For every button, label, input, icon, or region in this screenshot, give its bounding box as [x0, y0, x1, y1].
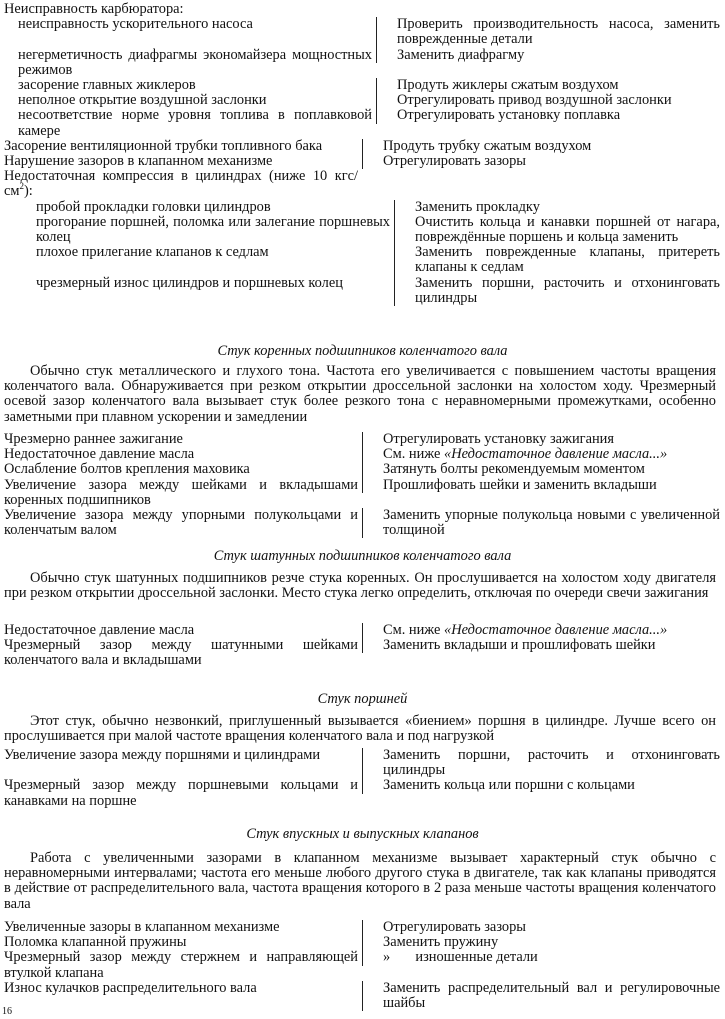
table-row: [4, 78, 720, 93]
superscript: 2: [19, 181, 24, 192]
cause-cell: неполное открытие воздушной заслонки: [18, 92, 267, 109]
remedy-prefix: См. ниже: [383, 622, 445, 638]
cause-cell: засорение главных жиклеров: [18, 77, 196, 94]
cause-cell: Износ кулачков распределительного вала: [4, 979, 257, 996]
table-row: [4, 623, 720, 638]
table-row: [4, 638, 720, 668]
cause-cell: Увеличенные зазоры в клапанном механизме: [4, 919, 280, 935]
cause-cell: Засорение вентиляционной трубки топливного бака: [4, 137, 323, 154]
table-row: [4, 245, 720, 275]
pistons-table: [4, 748, 720, 809]
rod-bearings-table: [4, 623, 720, 669]
table-row: [4, 950, 720, 980]
table-row: [4, 200, 720, 215]
cross-reference-link[interactable]: «Недостаточное давление масла...»: [444, 446, 668, 463]
remedy-prefix: См. ниже: [383, 446, 445, 463]
section-title: Стук шатунных подшипников коленчатого вала: [213, 548, 512, 564]
remedy-cell: Затянуть болты рекомендуемым моментом: [362, 462, 720, 477]
table-row: [4, 169, 720, 199]
cause-cell: Чрезмерный зазор между шатунными шейками коленчатого вала и вкладышами: [4, 637, 358, 669]
main-bearings-table: [4, 432, 720, 538]
remedy-cell: Отрегулировать зазоры: [362, 154, 720, 169]
remedy-cell: Заменить распределительный вал и регулировочные шайбы: [362, 981, 720, 1011]
cause-cell: Ослабление болтов крепления маховика: [4, 461, 250, 478]
table-row: [4, 920, 720, 935]
table-row: [4, 108, 720, 138]
cause-cell: плохое прилегание клапанов к седлам: [36, 244, 269, 261]
section-title: Стук коренных подшипников коленчатого вала: [217, 343, 508, 359]
cause-text-tail: ):: [24, 183, 33, 200]
remedy-cell: Заменить диафрагму: [376, 48, 720, 63]
cause-cell: Чрезмерно раннее зажигание: [4, 431, 183, 447]
table-row: [4, 276, 720, 306]
table-row: [4, 93, 720, 108]
cause-cell: Чрезмерный зазор между стержнем и направляющей втулкой клапана: [4, 949, 358, 981]
cause-text: Недостаточная компрессия в цилиндрах (ниже 10 кгс/см: [4, 168, 358, 200]
cause-cell: чрезмерный износ цилиндров и поршневых колец: [36, 274, 343, 291]
remedy-cell: Прошлифовать шейки и заменить вкладыши: [362, 478, 720, 493]
table-row: [4, 462, 720, 477]
remedy-cell: Проверить производительность насоса, заменить поврежденные детали: [376, 17, 720, 47]
cause-cell: Чрезмерный зазор между поршневыми кольцами и канавками на поршне: [4, 777, 358, 809]
table-row: [4, 478, 720, 508]
cause-cell: неисправность ускорительного насоса: [18, 16, 253, 33]
cause-cell: Увеличение зазора между поршнями и цилиндрами: [4, 747, 321, 763]
valves-table: [4, 920, 720, 1011]
remedy-cell: Отрегулировать установку поплавка: [376, 108, 720, 123]
remedy-cell: Заменить поврежденные клапаны, притереть клапаны к седлам: [394, 245, 720, 275]
carburetor-table: [4, 2, 720, 306]
cause-cell: прогорание поршней, поломка или залегание поршневых колец: [36, 213, 390, 246]
remedy-cell: Заменить поршни, расточить и отхонинговать цилиндры: [362, 748, 720, 778]
table-row: [4, 935, 720, 950]
table-row: [4, 981, 720, 1011]
cause-cell: Недостаточное давление масла: [4, 622, 195, 638]
cause-cell: [4, 169, 362, 199]
remedy-cell: Заменить прокладку: [394, 200, 720, 215]
cause-cell: несоответствие норме уровня топлива в поплавковой камере: [18, 107, 372, 139]
remedy-cell: Заменить упорные полукольца новыми с увеличенной толщиной: [362, 508, 720, 538]
table-row: [4, 748, 720, 778]
section-title: Стук впускных и выпускных клапанов: [246, 826, 479, 842]
cross-reference-link[interactable]: «Недостаточное давление масла...»: [444, 622, 668, 638]
remedy-cell: [362, 623, 720, 638]
section-paragraph: Обычно стук шатунных подшипников резче стука коренных. Он прослушивается на холостом ходу двигателя при резком открытии дроссельной заслонки. Место стука легко определить, отключая по очереди свечи зажигания: [4, 570, 716, 602]
table-row: [4, 17, 720, 47]
cause-cell: Неисправность карбюратора:: [4, 1, 184, 17]
section-paragraph: Работа с увеличенными зазорами в клапанном механизме вызывает характерный стук обычно с неравномерными интервалами; частота его меньше любого другого стука в двигателе, так как клапаны приводятся в действие от распределительного вала, частота вращения которого в 2 раза меньше частоты вращения коленчатого вала: [4, 850, 716, 912]
remedy-cell: Заменить кольца или поршни с кольцами: [362, 778, 720, 793]
remedy-cell: Заменить пружину: [362, 935, 720, 950]
remedy-cell: » изношенные детали: [362, 950, 720, 965]
remedy-cell: [362, 447, 720, 462]
page-number: 16: [2, 1006, 12, 1017]
table-row: [4, 48, 720, 78]
table-row: [4, 154, 720, 169]
table-row: [4, 447, 720, 462]
table-row: [4, 432, 720, 447]
remedy-cell: Заменить вкладыши и прошлифовать шейки: [362, 638, 720, 653]
cause-cell: Увеличение зазора между шейками и вкладышами коренных подшипников: [4, 476, 358, 508]
cause-cell: пробой прокладки головки цилиндров: [36, 198, 271, 215]
table-row: [4, 2, 720, 17]
cause-cell: Поломка клапанной пружины: [4, 934, 187, 951]
table-row: [4, 778, 720, 808]
cause-cell: Увеличение зазора между упорными полукольцами и коленчатым валом: [4, 507, 358, 539]
cause-cell: Недостаточное давление масла: [4, 446, 195, 463]
remedy-cell: Заменить поршни, расточить и отхонинговать цилиндры: [394, 276, 720, 306]
remedy-cell: Продуть жиклеры сжатым воздухом: [376, 78, 720, 93]
remedy-cell: Очистить кольца и канавки поршней от нагара, повреждённые поршень и кольца заменить: [394, 215, 720, 245]
remedy-cell: Отрегулировать привод воздушной заслонки: [376, 93, 720, 108]
section-paragraph: Этот стук, обычно незвонкий, приглушенный вызывается «биением» поршня в цилиндре. Лучше всего он прослушивается при малой частоте вращения коленчатого вала и под нагрузкой: [4, 713, 716, 745]
remedy-cell: Отрегулировать зазоры: [362, 920, 720, 935]
cause-cell: Нарушение зазоров в клапанном механизме: [4, 153, 273, 170]
remedy-cell: Продуть трубку сжатым воздухом: [362, 139, 720, 154]
cause-cell: негерметичность диафрагмы экономайзера мощностных режимов: [18, 46, 372, 78]
table-row: [4, 139, 720, 154]
table-row: [4, 215, 720, 245]
section-title: Стук поршней: [317, 691, 408, 707]
table-row: [4, 508, 720, 538]
section-paragraph: Обычно стук металлического и глухого тона. Частота его увеличивается с повышением частоты вращения коленчатого вала. Обнаруживается при резком открытии дроссельной заслонки на холостом ходу. Чрезмерный осевой зазор коленчатого вала вызывает стук более резкого тона с неравномерными промежутками, особенно заметными при плавном ускорении и замедлении: [4, 363, 716, 425]
remedy-cell: Отрегулировать установку зажигания: [362, 432, 720, 447]
